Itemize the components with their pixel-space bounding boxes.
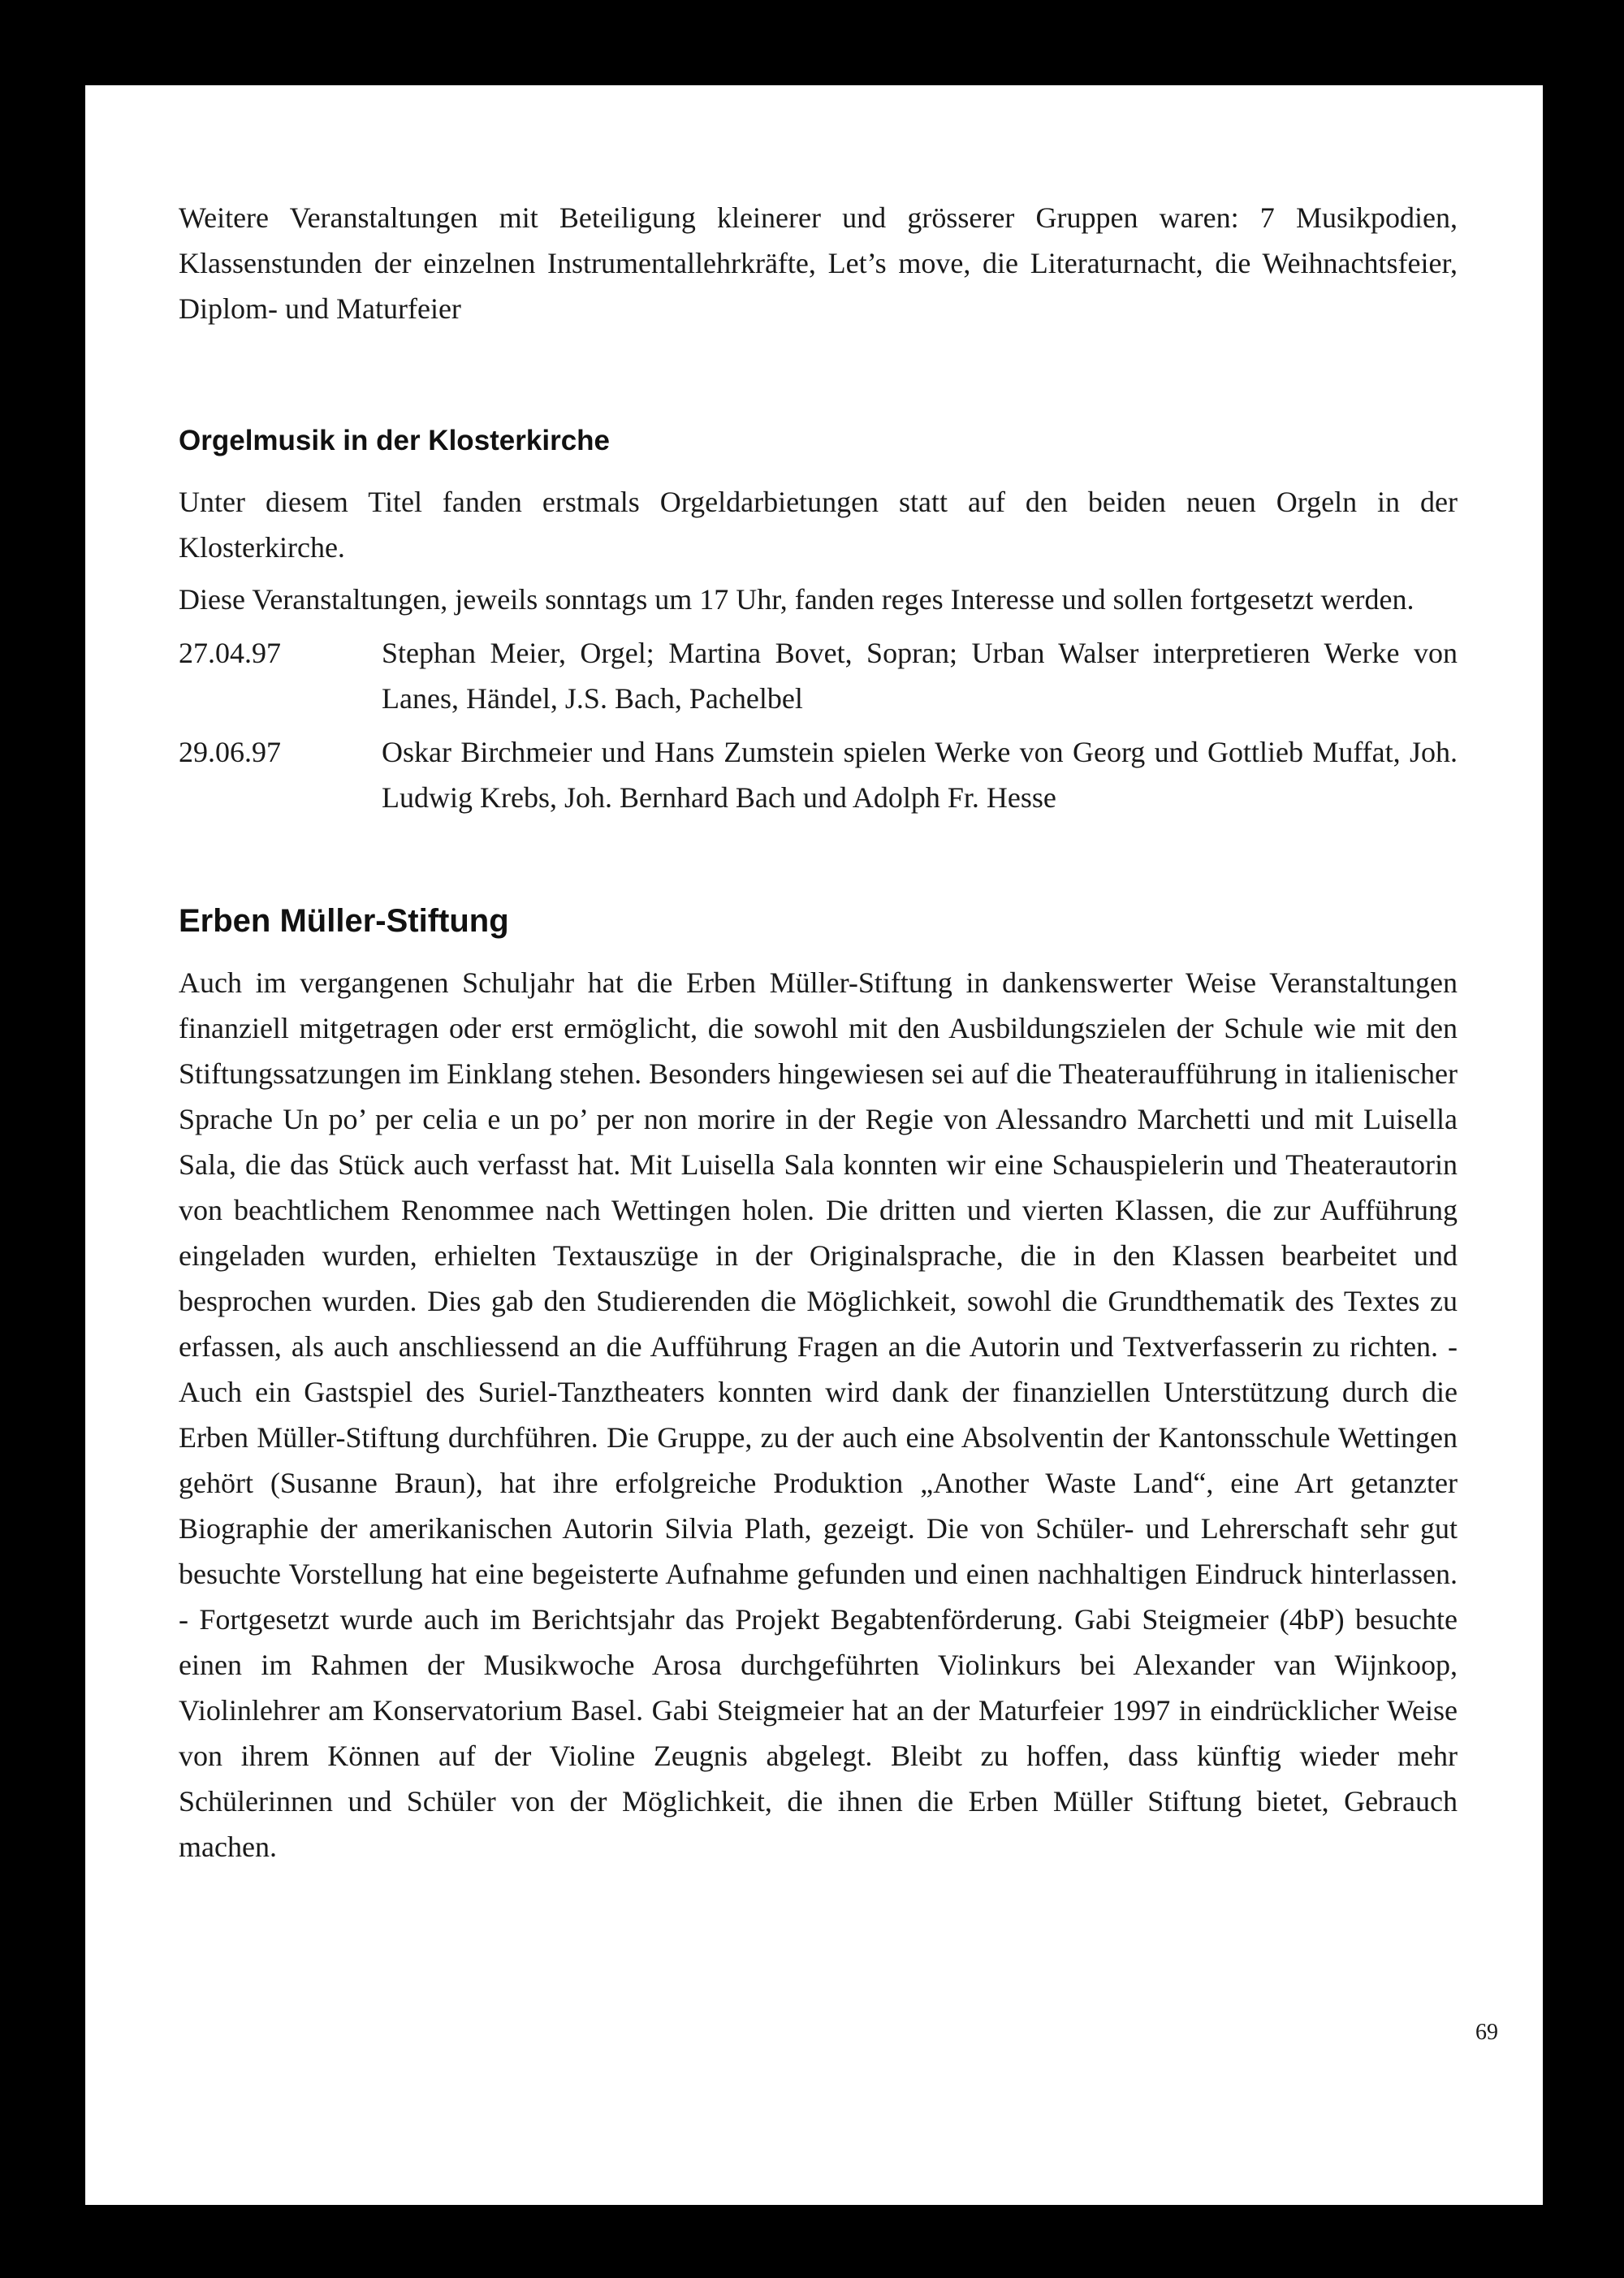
heading-erben-mueller-stiftung: Erben Müller-Stiftung <box>179 903 509 939</box>
document-page <box>85 85 1543 2205</box>
intro-paragraph: Weitere Veranstaltungen mit Beteiligung kleinerer und grösserer Gruppen waren: 7 Musikpodien, Klassenstunden der einzelnen Instrumentallehrkräfte, Let’s move, die Literaturnacht, die Weihnachtsfeier, Diplom- und Maturfeier <box>179 201 1458 325</box>
event-description: Oskar Birchmeier und Hans Zumstein spielen Werke von Georg und Gottlieb Muffat, Joh. Ludwig Krebs, Joh. Bernhard Bach und Adolph Fr. Hesse <box>382 736 1458 814</box>
event-row <box>179 630 1458 721</box>
erben-paragraph: Auch im vergangenen Schuljahr hat die Erben Müller-Stiftung in dankenswerter Weise Veranstaltungen finanziell mitgetragen oder erst ermöglicht, die sowohl mit den Ausbildungszielen der Schule wie mit den Stiftungssatzungen im Einklang stehen. Besonders hingewiesen sei auf die Theateraufführung in italienischer Sprache Un po’ per celia e un po’ per non morire in der Regie von Alessandro Marchetti und mit Luisella Sala, die das Stück auch verfasst hat. Mit Luisella Sala konnten wir eine Schauspielerin und Theaterautorin von beachtlichem Renommee nach Wettingen holen. Die dritten und vierten Klassen, die zur Aufführung eingeladen wurden, erhielten Textauszüge in der Originalsprache, die in den Klassen bearbeitet und besprochen wurden. Dies gab den Studierenden die Möglichkeit, sowohl die Grundthematik des Textes zu erfassen, als auch anschliessend an die Aufführung Fragen an die Autorin und Textverfasserin zu richten. - Auch ein Gastspiel des Suriel-Tanztheaters konnten wird dank der finanziellen Unterstützung durch die Erben Müller-Stiftung durchführen. Die Gruppe, zu der auch eine Absolventin der Kantonsschule Wettingen gehört (Susanne Braun), hat ihre erfolgreiche Produktion „Another Waste Land“, eine Art getanzter Biographie der amerikanischen Autorin Silvia Plath, gezeigt. Die von Schüler- und Lehrerschaft sehr gut besuchte Vorstellung hat eine begeisterte Aufnahme gefunden und einen nachhaltigen Eindruck hinterlassen. - Fortgesetzt wurde auch im Berichtsjahr das Projekt Begabtenförderung. Gabi Steigmeier (4bP) besuchte einen im Rahmen der Musikwoche Arosa durchgeführten Violinkurs bei Alexander van Wijnkoop, Violinlehrer am Konservatorium Basel. Gabi Steigmeier hat an der Maturfeier 1997 in eindrücklicher Weise von ihrem Können auf der Violine Zeugnis abgelegt. Bleibt zu hoffen, dass künftig wieder mehr Schülerinnen und Schüler von der Möglichkeit, die ihnen die Erben Müller Stiftung bietet, Gebrauch machen. <box>179 966 1458 1863</box>
event-description: Stephan Meier, Orgel; Martina Bovet, Sopran; Urban Walser interpretieren Werke von Lanes, Händel, J.S. Bach, Pachelbel <box>382 637 1458 715</box>
event-date: 27.04.97 <box>179 637 281 669</box>
heading-orgelmusik: Orgelmusik in der Klosterkirche <box>179 425 611 456</box>
event-date: 29.06.97 <box>179 736 281 768</box>
page-number: 69 <box>1475 2020 1498 2045</box>
page-content <box>179 195 1458 1870</box>
orgel-paragraph-1: Unter diesem Titel fanden erstmals Orgeldarbietungen statt auf den beiden neuen Orgeln in der Klosterkirche. <box>179 486 1458 564</box>
orgel-paragraph-2: Diese Veranstaltungen, jeweils sonntags um 17 Uhr, fanden reges Interesse und sollen fortgesetzt werden. <box>179 583 1415 616</box>
event-row <box>179 729 1458 820</box>
